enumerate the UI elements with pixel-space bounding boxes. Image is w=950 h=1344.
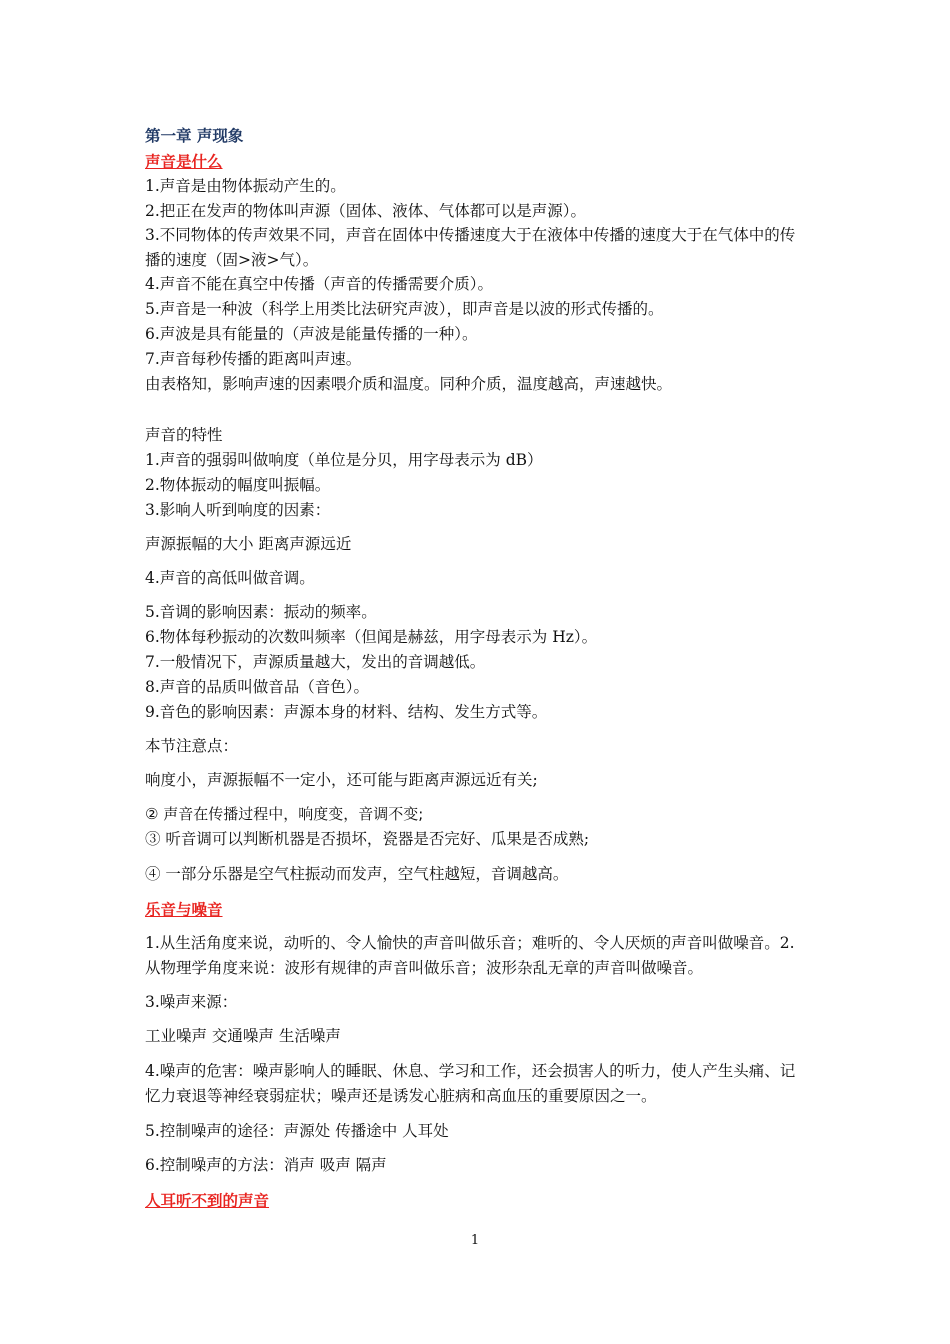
paragraph: 5.声音是一种波（科学上用类比法研究声波），即声音是以波的形式传播的。 xyxy=(145,300,664,318)
paragraph: 3.噪声来源： xyxy=(145,993,238,1011)
paragraph: ④ 一部分乐器是空气柱振动而发声，空气柱越短，音调越高。 xyxy=(145,865,569,883)
paragraph: 2.物体振动的幅度叫振幅。 xyxy=(145,476,331,494)
paragraph: 1.声音是由物体振动产生的。 xyxy=(145,177,346,195)
paragraph: ③ 听音调可以判断机器是否损坏，瓷器是否完好、瓜果是否成熟; xyxy=(145,830,590,848)
paragraph: 1.声音的强弱叫做响度（单位是分贝，用字母表示为 dB） xyxy=(145,451,543,469)
paragraph: 4.声音不能在真空中传播（声音的传播需要介质）。 xyxy=(145,275,494,293)
section-heading-inaudible-sound: 人耳听不到的声音 xyxy=(145,1191,270,1210)
section-heading-what-is-sound: 声音是什么 xyxy=(145,152,223,171)
paragraph: 本节注意点： xyxy=(145,737,239,755)
paragraph: 8.声音的品质叫做音品（音色）。 xyxy=(145,678,370,696)
paragraph: 9.音色的影响因素：声源本身的材料、结构、发生方式等。 xyxy=(145,703,548,721)
paragraph: 3.不同物体的传声效果不同，声音在固体中传播速度大于在液体中传播的速度大于在气体中的传播的速度（固>液>气）。 xyxy=(145,226,796,269)
paragraph: 5.控制噪声的途径：声源处 传播途中 人耳处 xyxy=(145,1122,449,1140)
paragraph: 工业噪声 交通噪声 生活噪声 xyxy=(145,1027,341,1045)
paragraph: 2.把正在发声的物体叫声源（固体、液体、气体都可以是声源）。 xyxy=(145,202,587,220)
paragraph: 4.声音的高低叫做音调。 xyxy=(145,569,315,587)
paragraph: 1.从生活角度来说，动听的、令人愉快的声音叫做乐音；难听的、令人厌烦的声音叫做噪音。2.从物理学角度来说：波形有规律的声音叫做乐音；波形杂乱无章的声音叫做噪音。 xyxy=(145,934,795,977)
section-heading-music-and-noise: 乐音与噪音 xyxy=(145,900,223,919)
page-number: 1 xyxy=(470,1233,480,1248)
paragraph: 3.影响人听到响度的因素： xyxy=(145,501,331,519)
paragraph: ② 声音在传播过程中，响度变，音调不变; xyxy=(145,805,424,823)
paragraph: 响度小，声源振幅不一定小，还可能与距离声源远近有关; xyxy=(145,771,538,789)
paragraph: 6.声波是具有能量的（声波是能量传播的一种）。 xyxy=(145,325,478,343)
section-heading-sound-characteristics: 声音的特性 xyxy=(145,426,223,444)
paragraph: 5.音调的影响因素：振动的频率。 xyxy=(145,603,377,621)
paragraph: 6.控制噪声的方法：消声 吸声 隔声 xyxy=(145,1156,387,1174)
paragraph: 由表格知，影响声速的因素喂介质和温度。同种介质，温度越高，声速越快。 xyxy=(145,375,673,393)
paragraph: 7.一般情况下，声源质量越大，发出的音调越低。 xyxy=(145,653,486,671)
chapter-title: 第一章 声现象 xyxy=(145,127,244,145)
paragraph: 声源振幅的大小 距离声源远近 xyxy=(145,535,352,553)
paragraph: 4.噪声的危害：噪声影响人的睡眠、休息、学习和工作，还会损害人的听力，使人产生头痛、记忆力衰退等神经衰弱症状；噪声还是诱发心脏病和高血压的重要原因之一。 xyxy=(145,1062,796,1105)
paragraph: 7.声音每秒传播的距离叫声速。 xyxy=(145,350,362,368)
paragraph: 6.物体每秒振动的次数叫频率（但闻是赫兹，用字母表示为 Hz）。 xyxy=(145,628,598,646)
